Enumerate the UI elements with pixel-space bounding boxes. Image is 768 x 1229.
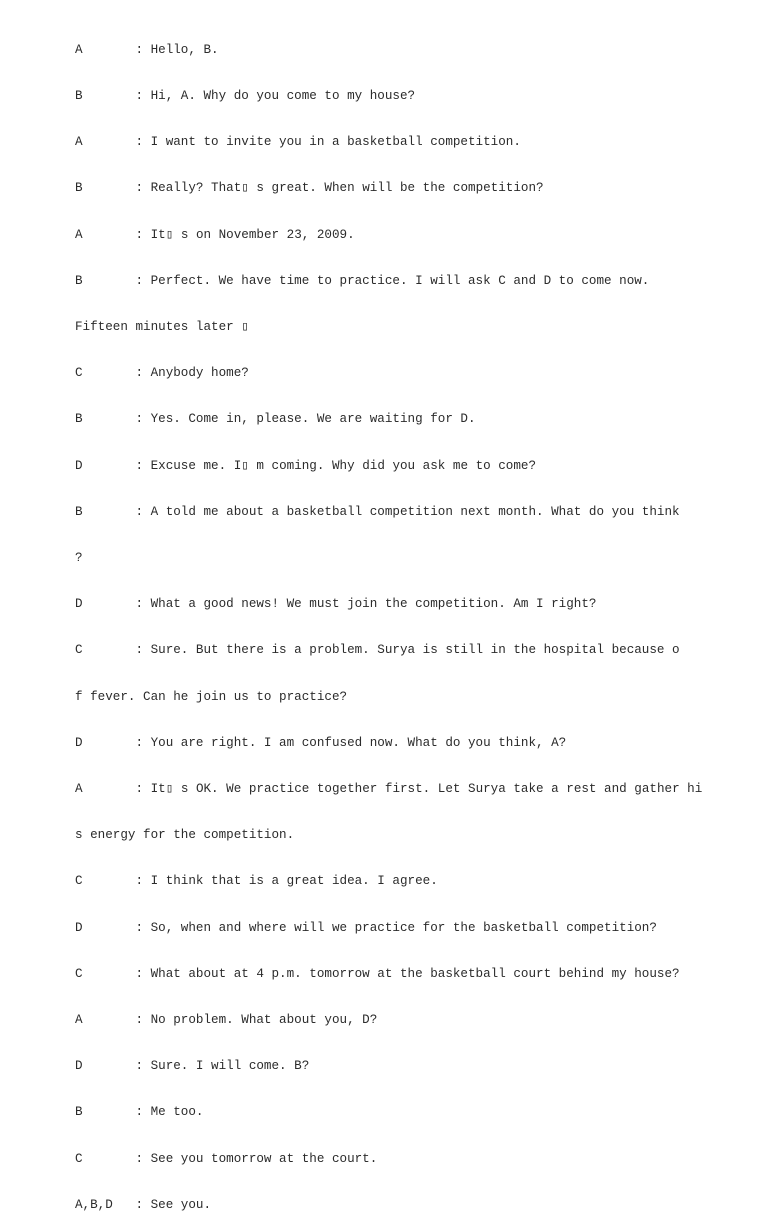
- dialogue-line: B : A told me about a basketball competition next month. What do you think: [75, 504, 680, 519]
- dialogue-line: D : You are right. I am confused now. What do you think, A?: [75, 735, 567, 750]
- dialogue-line: B : Really? That▯ s great. When will be the competition?: [75, 181, 544, 196]
- dialogue-line: B : Yes. Come in, please. We are waiting for D.: [75, 412, 476, 427]
- dialogue-line: A : It▯ s on November 23, 2009.: [75, 227, 355, 242]
- dialogue-line: D : So, when and where will we practice for the basketball competition?: [75, 920, 657, 935]
- dialogue-line: C : I think that is a great idea. I agree.: [75, 874, 438, 889]
- dialogue-line: D : Excuse me. I▯ m coming. Why did you ask me to come?: [75, 458, 537, 473]
- dialogue-line: B : Hi, A. Why do you come to my house?: [75, 89, 416, 104]
- dialogue-line-continuation: s energy for the competition.: [75, 828, 295, 843]
- dialogue-line: C : Anybody home?: [75, 366, 249, 381]
- dialogue-text: [75, 12, 715, 1229]
- dialogue-line: A : It▯ s OK. We practice together first. Let Surya take a rest and gather hi: [75, 782, 703, 797]
- dialogue-line: A,B,D : See you.: [75, 1197, 212, 1212]
- dialogue-line: C : What about at 4 p.m. tomorrow at the basketball court behind my house?: [75, 966, 680, 981]
- dialogue-line: B : Perfect. We have time to practice. I will ask C and D to come now.: [75, 273, 650, 288]
- scene-note: Fifteen minutes later ▯: [75, 320, 249, 335]
- dialogue-line: A : I want to invite you in a basketball competition.: [75, 135, 521, 150]
- dialogue-line: C : See you tomorrow at the court.: [75, 1151, 378, 1166]
- dialogue-line: B : Me too.: [75, 1105, 204, 1120]
- dialogue-line-continuation: f fever. Can he join us to practice?: [75, 689, 348, 704]
- dialogue-line: D : Sure. I will come. B?: [75, 1059, 310, 1074]
- dialogue-line: C : Sure. But there is a problem. Surya is still in the hospital because o: [75, 643, 680, 658]
- dialogue-line-continuation: ?: [75, 551, 83, 566]
- dialogue-line: A : Hello, B.: [75, 42, 219, 57]
- dialogue-line: D : What a good news! We must join the competition. Am I right?: [75, 597, 597, 612]
- dialogue-line: A : No problem. What about you, D?: [75, 1013, 378, 1028]
